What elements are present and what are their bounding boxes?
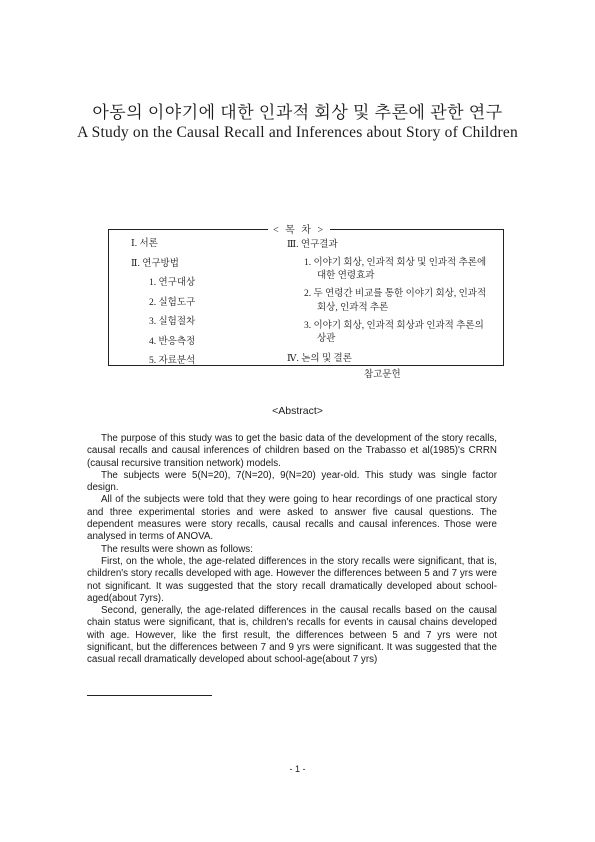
paper-title-korean: 아동의 이야기에 대한 인과적 회상 및 추론에 관한 연구 [92,103,503,122]
abstract-paragraph: All of the subjects were told that they were going to hear recordings of one practical story and three experimental stories and were asked to answer five causal questions. The dependent measures were story recalls, causal recalls and causal inferences. Those were analysed in terms of ANOVA. [87,494,497,543]
toc-subitem: 2. 두 연령간 비교를 통한 이야기 회상, 인과적 회상, 인과적 추론 [304,289,487,313]
toc-subitem: 3. 실험절차 [149,317,196,327]
toc-item: Ⅰ. 서론 [131,239,158,249]
abstract-paragraph: The subjects were 5(N=20), 7(N=20), 9(N=20) year-old. This study was single factor design. [87,469,497,494]
toc-subitem: 1. 연구대상 [149,278,196,288]
abstract-paragraph: Second, generally, the age-related differences in the causal recalls based on the causal chain status were significant, that is, children's recalls for events in causal chains developed with age. However, like the first result, the differences between 5 and 7 yrs were not significant, but the differences between 7 and 9 yrs were significant. It was suggested that the casual recall dramatically developed about school-age(about 7 yrs) [87,605,497,666]
footnote-divider [87,695,212,696]
toc-subitem: 1. 이야기 회상, 인과적 회상 및 인과적 추론에 대한 연령효과 [304,258,487,282]
abstract-paragraph: The purpose of this study was to get the basic data of the development of the story recalls, causal recalls and causal inferences of children based on the Trabasso et al(1985)'s CRRN (causal recursive transition network) models. [87,433,497,469]
abstract-body [87,433,497,667]
toc-right-column [287,237,492,383]
toc-item-references: 참고문헌 [364,370,401,381]
abstract-heading: <Abstract> [272,405,323,417]
toc-item: Ⅲ. 연구결과 [287,240,338,250]
paper-title-english: A Study on the Causal Recall and Inferences about Story of Children [77,124,518,141]
toc-left-column [131,235,195,372]
toc-subitem: 4. 반응측정 [149,336,196,347]
toc-subitem: 5. 자료분석 [149,356,196,366]
toc-item: Ⅱ. 연구방법 [131,258,179,269]
toc-subitem: 3. 이야기 회상, 인과적 회상과 인과적 추론의 상관 [304,320,484,345]
toc-item: Ⅳ. 논의 및 결론 [287,354,352,365]
abstract-paragraph: The results were shown as follows: [101,543,253,555]
toc-heading: < 목 차 > [268,221,330,236]
toc-subitem: 2. 실험도구 [149,297,196,308]
abstract-paragraph: First, on the whole, the age-related differences in the story recalls were significant, that is, children's story recalls developed with age. However the differences between 5 and 7 yrs were not significant. It was suggested that the story recall dramatically developed about school-aged(about 7yrs). [87,555,497,604]
page-number: - 1 - [289,764,306,774]
